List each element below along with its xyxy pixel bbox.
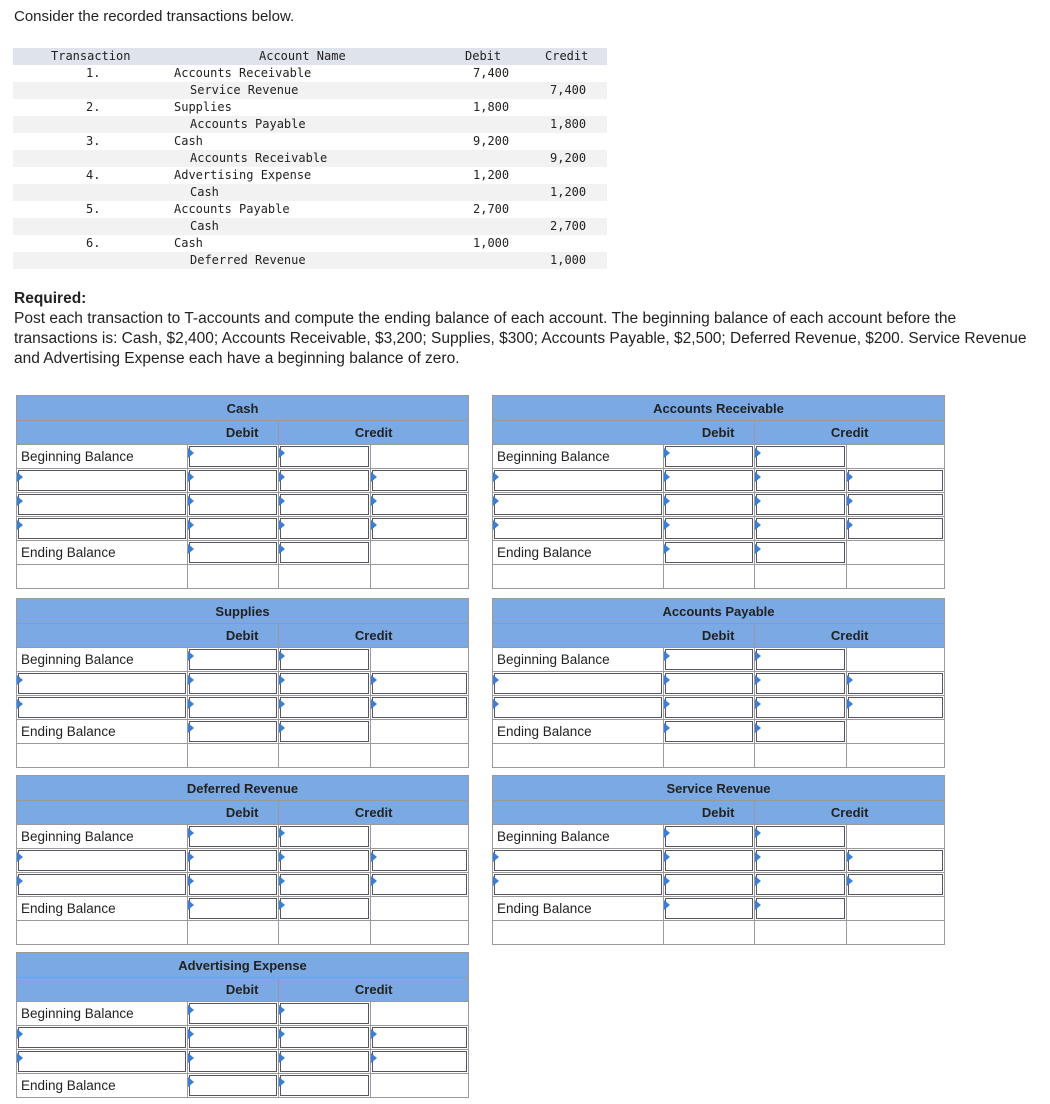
journal-row (13, 150, 607, 167)
dropdown-arrow-icon (664, 900, 670, 910)
ending-credit-input[interactable] (755, 541, 847, 565)
credit-amount-input[interactable] (279, 517, 371, 541)
debit-amount-input[interactable] (187, 1026, 279, 1050)
credit-amount-input[interactable] (279, 493, 371, 517)
journal-row (13, 167, 607, 184)
credit-amount-input-2[interactable] (371, 517, 469, 541)
dropdown-arrow-icon (188, 651, 194, 661)
credit-amount-input[interactable] (279, 873, 371, 897)
credit-amount-input[interactable] (755, 445, 847, 469)
credit-amount-input[interactable] (279, 672, 371, 696)
beginning-balance-label: Beginning Balance (493, 445, 664, 469)
dropdown-arrow-icon (17, 852, 23, 862)
dropdown-arrow-icon (493, 852, 499, 862)
debit-header: Debit (17, 421, 279, 445)
dropdown-arrow-icon (188, 1053, 194, 1063)
debit-amount-input[interactable] (187, 849, 279, 873)
dropdown-arrow-icon (493, 675, 499, 685)
transaction-select[interactable] (493, 696, 664, 720)
debit-amount-input[interactable] (663, 873, 755, 897)
dropdown-arrow-icon (17, 472, 23, 482)
transaction-select[interactable] (17, 696, 188, 720)
dropdown-arrow-icon (755, 675, 761, 685)
transaction-select[interactable] (493, 493, 664, 517)
account-name: Cash (190, 219, 219, 233)
debit-amount-input[interactable] (663, 445, 755, 469)
debit-amount-input[interactable] (663, 517, 755, 541)
t-account-title: Cash (17, 396, 469, 421)
credit-amount-input-2[interactable] (371, 672, 469, 696)
ending-debit-input[interactable] (663, 720, 755, 744)
transaction-number: 5. (86, 202, 101, 216)
transaction-number: 3. (86, 134, 101, 148)
debit-amount: 7,400 (473, 66, 510, 80)
dropdown-arrow-icon (279, 651, 285, 661)
debit-header: Debit (17, 624, 279, 648)
dropdown-arrow-icon (755, 472, 761, 482)
dropdown-arrow-icon (847, 520, 853, 530)
debit-amount-input[interactable] (187, 493, 279, 517)
dropdown-arrow-icon (664, 675, 670, 685)
debit-amount-input[interactable] (663, 696, 755, 720)
credit-amount-input-2[interactable] (371, 873, 469, 897)
dropdown-arrow-icon (847, 496, 853, 506)
credit-amount-input[interactable] (755, 469, 847, 493)
dropdown-arrow-icon (188, 675, 194, 685)
dropdown-arrow-icon (664, 723, 670, 733)
ending-balance-label: Ending Balance (17, 897, 188, 921)
dropdown-arrow-icon (664, 448, 670, 458)
credit-amount-input[interactable] (755, 493, 847, 517)
transaction-number: 4. (86, 168, 101, 182)
debit-amount: 2,700 (473, 202, 510, 216)
intro-text: Consider the recorded transactions below. (14, 8, 295, 25)
dropdown-arrow-icon (188, 876, 194, 886)
credit-amount-input-2[interactable] (847, 493, 945, 517)
dropdown-arrow-icon (371, 496, 377, 506)
journal-header (13, 48, 607, 65)
credit-header: Credit (279, 978, 469, 1002)
credit-amount: 2,700 (550, 219, 587, 233)
dropdown-arrow-icon (188, 496, 194, 506)
dropdown-arrow-icon (755, 852, 761, 862)
header-credit: Credit (545, 49, 589, 63)
dropdown-arrow-icon (17, 496, 23, 506)
ending-credit-input[interactable] (755, 720, 847, 744)
transaction-select[interactable] (17, 873, 188, 897)
ending-credit-input[interactable] (279, 1074, 371, 1098)
credit-header: Credit (279, 624, 469, 648)
journal-row (13, 65, 607, 82)
transaction-number: 1. (86, 66, 101, 80)
credit-amount-input[interactable] (279, 1002, 371, 1026)
credit-amount-input[interactable] (755, 672, 847, 696)
dropdown-arrow-icon (664, 544, 670, 554)
ending-debit-input[interactable] (187, 1074, 279, 1098)
credit-amount: 9,200 (550, 151, 587, 165)
dropdown-arrow-icon (188, 852, 194, 862)
dropdown-arrow-icon (188, 900, 194, 910)
ending-balance-label: Ending Balance (17, 1074, 188, 1098)
dropdown-arrow-icon (664, 472, 670, 482)
credit-header: Credit (755, 801, 945, 825)
credit-amount: 1,800 (550, 117, 587, 131)
credit-header: Credit (755, 624, 945, 648)
credit-header: Credit (279, 421, 469, 445)
account-name: Deferred Revenue (190, 253, 306, 267)
t-account-title: Service Revenue (493, 776, 945, 801)
credit-amount-input[interactable] (279, 696, 371, 720)
ending-debit-input[interactable] (187, 541, 279, 565)
dropdown-arrow-icon (493, 496, 499, 506)
debit-amount-input[interactable] (663, 648, 755, 672)
transaction-select[interactable] (17, 469, 188, 493)
beginning-balance-label: Beginning Balance (17, 445, 188, 469)
ending-balance-label: Ending Balance (17, 541, 188, 565)
journal-row (13, 133, 607, 150)
dropdown-arrow-icon (188, 448, 194, 458)
transaction-select[interactable] (493, 517, 664, 541)
account-name: Accounts Payable (174, 202, 290, 216)
credit-amount-input-2[interactable] (847, 517, 945, 541)
credit-amount-input-2[interactable] (847, 469, 945, 493)
dropdown-arrow-icon (847, 675, 853, 685)
dropdown-arrow-icon (664, 651, 670, 661)
credit-amount-input[interactable] (755, 849, 847, 873)
dropdown-arrow-icon (371, 1053, 377, 1063)
ending-debit-input[interactable] (187, 720, 279, 744)
t-account-accounts-payable (492, 598, 945, 768)
t-account-deferred-revenue (16, 775, 469, 945)
dropdown-arrow-icon (664, 852, 670, 862)
journal-row (13, 235, 607, 252)
t-account-title: Supplies (17, 599, 469, 624)
credit-amount-input[interactable] (279, 469, 371, 493)
debit-header: Debit (493, 421, 755, 445)
beginning-balance-label: Beginning Balance (17, 1002, 188, 1026)
transaction-select[interactable] (17, 672, 188, 696)
transaction-number: 6. (86, 236, 101, 250)
credit-amount-input[interactable] (279, 648, 371, 672)
credit-amount-input[interactable] (279, 1026, 371, 1050)
ending-credit-input[interactable] (279, 541, 371, 565)
transaction-select[interactable] (17, 1026, 188, 1050)
dropdown-arrow-icon (279, 496, 285, 506)
dropdown-arrow-icon (188, 699, 194, 709)
dropdown-arrow-icon (755, 520, 761, 530)
credit-amount-input[interactable] (755, 648, 847, 672)
t-account-cash (16, 395, 469, 589)
ending-balance-label: Ending Balance (17, 720, 188, 744)
credit-amount-input[interactable] (279, 825, 371, 849)
dropdown-arrow-icon (279, 544, 285, 554)
t-account-title: Accounts Receivable (493, 396, 945, 421)
required-heading: Required: (14, 290, 87, 307)
dropdown-arrow-icon (755, 544, 761, 554)
dropdown-arrow-icon (664, 496, 670, 506)
credit-amount-input[interactable] (755, 517, 847, 541)
credit-amount-input-2[interactable] (371, 696, 469, 720)
ending-credit-input[interactable] (279, 720, 371, 744)
dropdown-arrow-icon (493, 472, 499, 482)
ending-credit-input[interactable] (279, 897, 371, 921)
dropdown-arrow-icon (371, 675, 377, 685)
debit-amount-input[interactable] (187, 517, 279, 541)
dropdown-arrow-icon (17, 699, 23, 709)
debit-header: Debit (17, 978, 279, 1002)
dropdown-arrow-icon (755, 876, 761, 886)
journal-row (13, 116, 607, 133)
dropdown-arrow-icon (279, 448, 285, 458)
dropdown-arrow-icon (371, 876, 377, 886)
debit-amount-input[interactable] (187, 648, 279, 672)
dropdown-arrow-icon (279, 900, 285, 910)
beginning-balance-label: Beginning Balance (17, 648, 188, 672)
dropdown-arrow-icon (664, 520, 670, 530)
dropdown-arrow-icon (847, 699, 853, 709)
beginning-balance-label: Beginning Balance (17, 825, 188, 849)
credit-amount-input-2[interactable] (371, 469, 469, 493)
ending-debit-input[interactable] (663, 541, 755, 565)
t-account-advertising-expense (16, 952, 469, 1098)
dropdown-arrow-icon (279, 852, 285, 862)
dropdown-arrow-icon (755, 651, 761, 661)
dropdown-arrow-icon (17, 876, 23, 886)
ending-debit-input[interactable] (187, 897, 279, 921)
transaction-select[interactable] (17, 493, 188, 517)
t-account-supplies (16, 598, 469, 768)
header-transaction: Transaction (51, 49, 131, 63)
dropdown-arrow-icon (755, 699, 761, 709)
t-account-title: Advertising Expense (17, 953, 469, 978)
dropdown-arrow-icon (847, 876, 853, 886)
credit-amount-input-2[interactable] (847, 873, 945, 897)
t-account-service-revenue (492, 775, 945, 945)
credit-amount-input-2[interactable] (371, 493, 469, 517)
dropdown-arrow-icon (188, 544, 194, 554)
transaction-select[interactable] (493, 469, 664, 493)
dropdown-arrow-icon (279, 1029, 285, 1039)
dropdown-arrow-icon (279, 699, 285, 709)
credit-amount-input[interactable] (279, 445, 371, 469)
dropdown-arrow-icon (755, 723, 761, 733)
dropdown-arrow-icon (847, 472, 853, 482)
transaction-select[interactable] (493, 873, 664, 897)
credit-amount-input-2[interactable] (371, 1050, 469, 1074)
dropdown-arrow-icon (847, 852, 853, 862)
debit-amount-input[interactable] (187, 469, 279, 493)
dropdown-arrow-icon (279, 520, 285, 530)
dropdown-arrow-icon (493, 520, 499, 530)
dropdown-arrow-icon (188, 1005, 194, 1015)
account-name: Service Revenue (190, 83, 299, 97)
dropdown-arrow-icon (188, 723, 194, 733)
credit-amount-input-2[interactable] (847, 672, 945, 696)
dropdown-arrow-icon (188, 472, 194, 482)
credit-amount-input[interactable] (755, 696, 847, 720)
transaction-select[interactable] (17, 849, 188, 873)
journal-row (13, 184, 607, 201)
journal-row (13, 201, 607, 218)
debit-amount: 9,200 (473, 134, 510, 148)
debit-amount: 1,800 (473, 100, 510, 114)
debit-amount-input[interactable] (187, 1050, 279, 1074)
dropdown-arrow-icon (17, 1053, 23, 1063)
debit-amount-input[interactable] (663, 825, 755, 849)
required-text: Post each transaction to T-accounts and compute the ending balance of each account. The beginning balance of each account before the transactions is: Cash, $2,400; Accounts Receivable, $3,200; Supplies, $300; Accounts Payable, $2,500; Deferred Revenue, $200. Service Revenue and Advertising Expense each have a beginning balance of zero. (14, 310, 1027, 367)
journal-row (13, 252, 607, 269)
dropdown-arrow-icon (664, 699, 670, 709)
dropdown-arrow-icon (279, 1005, 285, 1015)
account-name: Accounts Payable (190, 117, 306, 131)
account-name: Cash (190, 185, 219, 199)
dropdown-arrow-icon (664, 828, 670, 838)
dropdown-arrow-icon (188, 828, 194, 838)
debit-amount-input[interactable] (187, 825, 279, 849)
beginning-balance-label: Beginning Balance (493, 648, 664, 672)
credit-header: Credit (755, 421, 945, 445)
debit-amount: 1,200 (473, 168, 510, 182)
dropdown-arrow-icon (755, 900, 761, 910)
dropdown-arrow-icon (17, 1029, 23, 1039)
credit-amount-input[interactable] (755, 873, 847, 897)
debit-header: Debit (493, 801, 755, 825)
journal-row (13, 82, 607, 99)
debit-amount-input[interactable] (187, 696, 279, 720)
dropdown-arrow-icon (279, 1053, 285, 1063)
dropdown-arrow-icon (371, 1029, 377, 1039)
debit-amount-input[interactable] (187, 873, 279, 897)
credit-amount-input[interactable] (279, 1050, 371, 1074)
ending-balance-label: Ending Balance (493, 897, 664, 921)
journal-row (13, 218, 607, 235)
debit-amount-input[interactable] (663, 469, 755, 493)
dropdown-arrow-icon (755, 496, 761, 506)
transaction-select[interactable] (17, 1050, 188, 1074)
transaction-select[interactable] (493, 849, 664, 873)
account-name: Accounts Receivable (190, 151, 328, 165)
transaction-select[interactable] (17, 517, 188, 541)
dropdown-arrow-icon (279, 876, 285, 886)
credit-amount-input-2[interactable] (371, 849, 469, 873)
debit-amount-input[interactable] (663, 493, 755, 517)
t-account-accounts-receivable (492, 395, 945, 589)
debit-amount-input[interactable] (187, 672, 279, 696)
t-account-title: Accounts Payable (493, 599, 945, 624)
beginning-balance-label: Beginning Balance (493, 825, 664, 849)
debit-amount-input[interactable] (663, 849, 755, 873)
dropdown-arrow-icon (371, 520, 377, 530)
debit-amount-input[interactable] (187, 1002, 279, 1026)
credit-amount: 7,400 (550, 83, 587, 97)
dropdown-arrow-icon (279, 675, 285, 685)
ending-credit-input[interactable] (755, 897, 847, 921)
dropdown-arrow-icon (493, 699, 499, 709)
debit-amount: 1,000 (473, 236, 510, 250)
transaction-select[interactable] (493, 672, 664, 696)
dropdown-arrow-icon (664, 876, 670, 886)
credit-amount-input[interactable] (279, 849, 371, 873)
debit-amount-input[interactable] (663, 672, 755, 696)
dropdown-arrow-icon (279, 1077, 285, 1087)
journal-row (13, 99, 607, 116)
account-name: Cash (174, 236, 203, 250)
dropdown-arrow-icon (371, 699, 377, 709)
account-name: Supplies (174, 100, 232, 114)
t-account-title: Deferred Revenue (17, 776, 469, 801)
dropdown-arrow-icon (17, 675, 23, 685)
debit-header: Debit (17, 801, 279, 825)
credit-amount: 1,200 (550, 185, 587, 199)
credit-amount-input-2[interactable] (847, 696, 945, 720)
transaction-number: 2. (86, 100, 101, 114)
dropdown-arrow-icon (371, 852, 377, 862)
account-name: Cash (174, 134, 203, 148)
header-debit: Debit (465, 49, 502, 63)
header-account: Account Name (259, 49, 346, 63)
dropdown-arrow-icon (188, 520, 194, 530)
debit-header: Debit (493, 624, 755, 648)
ending-balance-label: Ending Balance (493, 720, 664, 744)
credit-amount: 1,000 (550, 253, 587, 267)
dropdown-arrow-icon (17, 520, 23, 530)
ending-debit-input[interactable] (663, 897, 755, 921)
dropdown-arrow-icon (755, 448, 761, 458)
dropdown-arrow-icon (188, 1077, 194, 1087)
credit-amount-input-2[interactable] (371, 1026, 469, 1050)
credit-amount-input-2[interactable] (847, 849, 945, 873)
dropdown-arrow-icon (493, 876, 499, 886)
dropdown-arrow-icon (279, 723, 285, 733)
dropdown-arrow-icon (188, 1029, 194, 1039)
debit-amount-input[interactable] (187, 445, 279, 469)
dropdown-arrow-icon (279, 828, 285, 838)
account-name: Accounts Receivable (174, 66, 312, 80)
dropdown-arrow-icon (755, 828, 761, 838)
credit-header: Credit (279, 801, 469, 825)
dropdown-arrow-icon (371, 472, 377, 482)
ending-balance-label: Ending Balance (493, 541, 664, 565)
credit-amount-input[interactable] (755, 825, 847, 849)
required-section (14, 289, 1044, 369)
dropdown-arrow-icon (279, 472, 285, 482)
account-name: Advertising Expense (174, 168, 312, 182)
